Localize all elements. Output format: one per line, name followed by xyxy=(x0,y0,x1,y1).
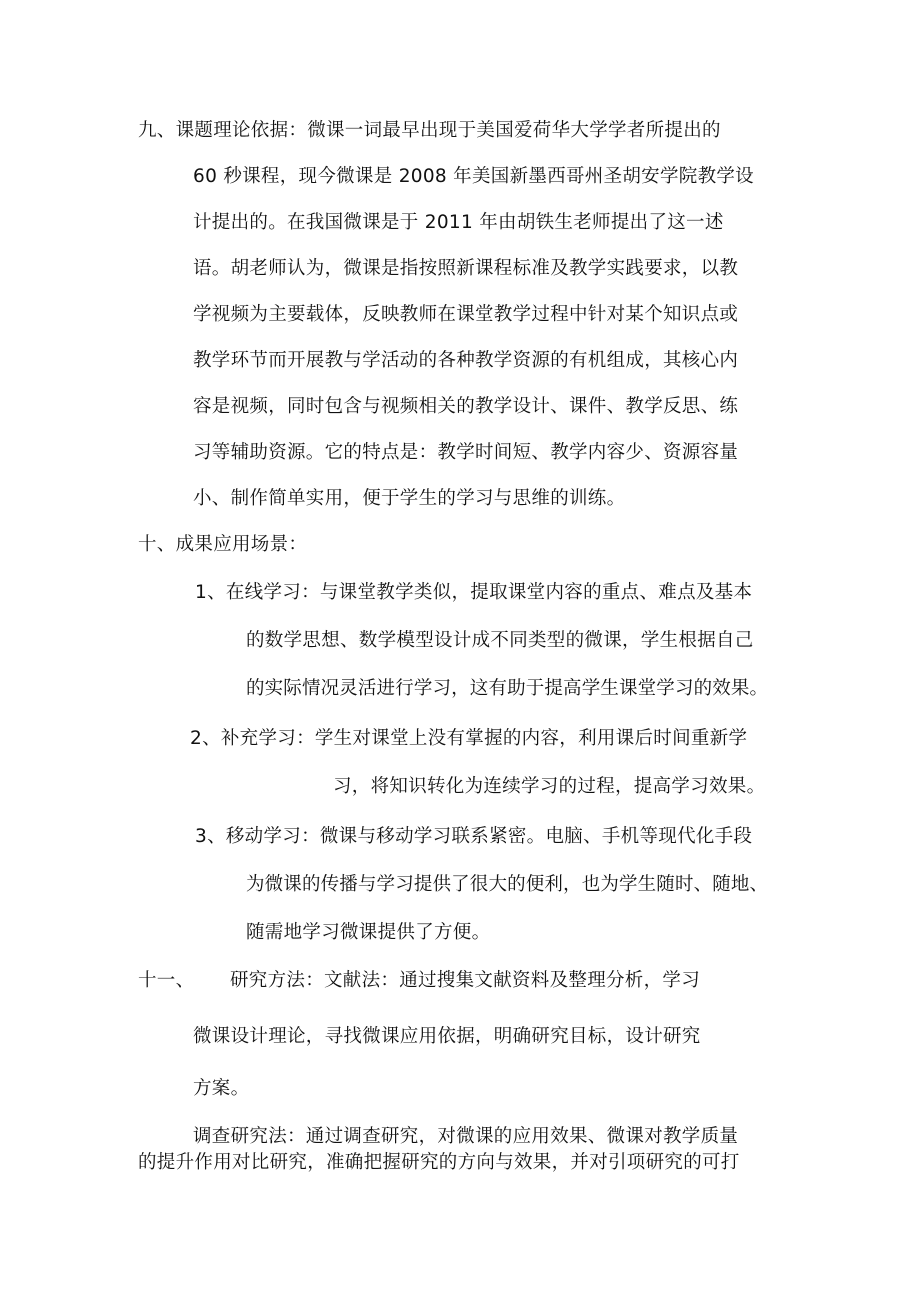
section10-heading: 十、成果应用场景： xyxy=(138,534,308,555)
item3-line-2: 为微课的传播与学习提供了很大的便利，也为学生随时、随地、 xyxy=(246,874,769,895)
section9-line-8: 习等辅助资源。它的特点是：教学时间短、教学内容少、资源容量 xyxy=(193,442,739,463)
section11-number: 十一、 xyxy=(138,970,195,991)
section9-line-7: 容是视频，同时包含与视频相关的教学设计、课件、教学反思、练 xyxy=(193,396,739,417)
item3-line-3: 随需地学习微课提供了方便。 xyxy=(246,922,491,943)
section11-line-1: 研究方法：文献法：通过搜集文献资料及整理分析，学习 xyxy=(230,970,701,991)
item1-line-1: 1、在线学习：与课堂教学类似，提取课堂内容的重点、难点及基本 xyxy=(195,582,753,603)
section9-line-4: 语。胡老师认为，微课是指按照新课程标准及教学实践要求，以教 xyxy=(193,258,739,279)
section9-line-6: 教学环节而开展教与学活动的各种教学资源的有机组成，其核心内 xyxy=(193,350,739,371)
item1-line-2: 的数学思想、数学模型设计成不同类型的微课，学生根据自己 xyxy=(246,630,754,651)
survey-line-1: 调查研究法：通过调查研究，对微课的应用效果、微课对教学质量 xyxy=(193,1126,739,1147)
section9-line-1: 九、课题理论依据：微课一词最早出现于美国爱荷华大学学者所提出的 xyxy=(138,120,721,141)
section11-line-2: 微课设计理论，寻找微课应用依据，明确研究目标，设计研究 xyxy=(193,1026,701,1047)
item2-line-1: 2、补充学习：学生对课堂上没有掌握的内容，利用课后时间重新学 xyxy=(190,728,748,749)
section9-line-2: 60 秒课程，现今微课是 2008 年美国新墨西哥州圣胡安学院教学设 xyxy=(193,166,754,187)
section11-line-3: 方案。 xyxy=(193,1078,250,1099)
item1-line-3: 的实际情况灵活进行学习，这有助于提高学生课堂学习的效果。 xyxy=(246,678,769,699)
item2-line-2: 习，将知识转化为连续学习的过程，提高学习效果。 xyxy=(333,776,766,797)
section9-line-5: 学视频为主要载体，反映教师在课堂教学过程中针对某个知识点或 xyxy=(193,304,739,325)
section9-line-3: 计提出的。在我国微课是于 2011 年由胡铁生老师提出了这一述 xyxy=(193,212,724,233)
section9-line-9: 小、制作简单实用，便于学生的学习与思维的训练。 xyxy=(193,488,626,509)
item3-line-1: 3、移动学习：微课与移动学习联系紧密。电脑、手机等现代化手段 xyxy=(195,826,753,847)
survey-line-2: 的提升作用对比研究，准确把握研究的方向与效果，并对引项研究的可打 xyxy=(138,1152,740,1173)
